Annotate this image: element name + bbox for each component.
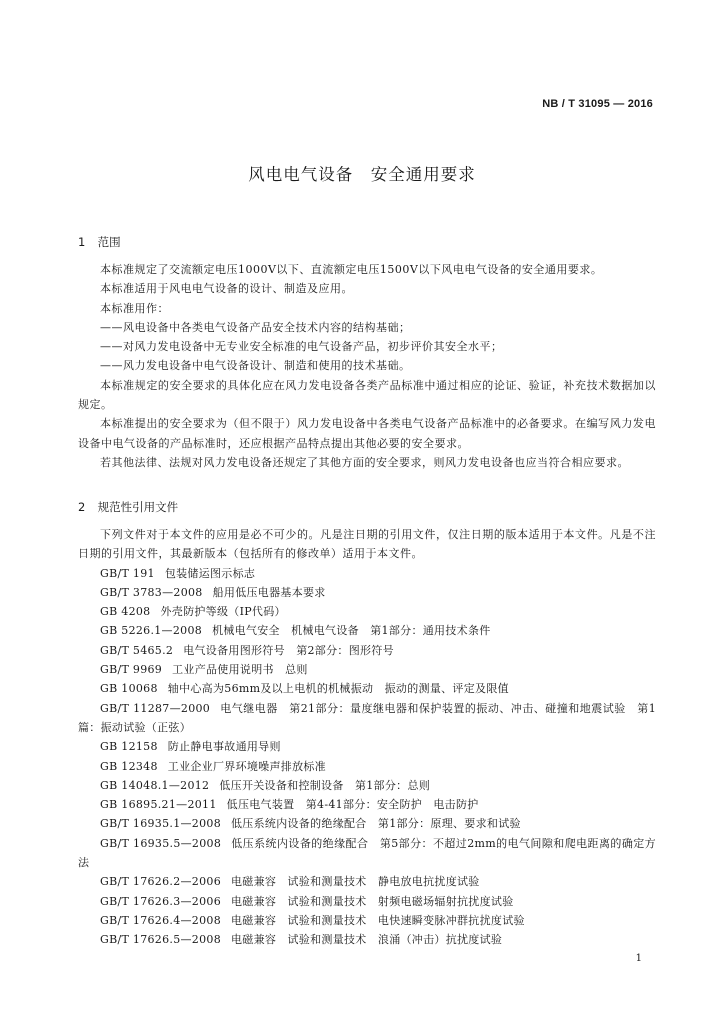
section-normative-references [78, 497, 656, 950]
reference-title: 工业企业厂界环境噪声排放标准 [167, 759, 326, 773]
section-scope [78, 232, 656, 472]
reference-title: 低压系统内设备的绝缘配合 第5部分：不超过2mm的电气间隙和爬电距离的确定方法 [78, 836, 656, 870]
reference-item [78, 564, 656, 583]
reference-code: GB/T 16935.5—2008 [100, 836, 222, 850]
reference-item [78, 834, 656, 873]
reference-item [78, 911, 656, 930]
reference-title: 工业产品使用说明书 总则 [172, 663, 308, 677]
paragraph: 本标准规定了交流额定电压1000V以下、直流额定电压1500V以下风电电气设备的安全通用要求。 [100, 263, 603, 276]
reference-title: 轴中心高为56mm及以上电机的机械振动 振动的测量、评定及限值 [167, 682, 509, 696]
reference-title: 低压电气装置 第4-41部分：安全防护 电击防护 [226, 798, 479, 812]
reference-item [78, 699, 656, 738]
section-heading-scope [78, 232, 656, 252]
reference-item [78, 814, 656, 833]
reference-title: 电磁兼容 试验和测量技术 静电放电抗扰度试验 [231, 875, 480, 889]
reference-code: GB/T 11287—2000 [100, 701, 211, 715]
reference-item [78, 583, 656, 602]
reference-code: GB 14048.1—2012 [100, 778, 210, 792]
reference-code: GB 12348 [100, 759, 158, 773]
page-number: 1 [635, 953, 642, 964]
reference-item [78, 872, 656, 891]
reference-title: 低压开关设备和控制设备 第1部分：总则 [219, 778, 431, 792]
reference-code: GB 16895.21—2011 [100, 798, 217, 812]
reference-code: GB/T 17626.4—2008 [100, 913, 221, 927]
reference-code: GB/T 5465.2 [100, 643, 174, 657]
reference-item [78, 602, 656, 621]
reference-item [78, 679, 656, 698]
paragraph: 本标准规定的安全要求的具体化应在风力发电设备各类产品标准中通过相应的论证、验证，补充技术数据加以规定。 [78, 378, 656, 412]
reference-item [78, 930, 656, 949]
reference-title: 电磁兼容 试验和测量技术 射频电磁场辐射抗扰度试验 [231, 894, 514, 908]
reference-title: 电磁兼容 试验和测量技术 电快速瞬变脉冲群抗扰度试验 [231, 913, 525, 927]
reference-code: GB/T 16935.1—2008 [100, 817, 221, 831]
section-title: 规范性引用文件 [97, 500, 179, 514]
paragraph: 下列文件对于本文件的应用是必不可少的。凡是注日期的引用文件，仅注日期的版本适用于本文件。凡是不注日期的引用文件，其最新版本（包括所有的修改单）适用于本文件。 [78, 528, 656, 561]
reference-code: GB/T 9969 [100, 663, 163, 677]
reference-code: GB/T 17626.5—2008 [100, 933, 221, 947]
reference-title: 包装储运图示标志 [164, 566, 256, 580]
reference-item [78, 892, 656, 911]
reference-code: GB 4208 [100, 605, 151, 619]
reference-code: GB/T 17626.2—2006 [100, 875, 221, 889]
reference-code: GB 12158 [100, 740, 158, 754]
reference-item [78, 641, 656, 660]
reference-item [78, 757, 656, 776]
reference-title: 电气继电器 第21部分：量度继电器和保护装置的振动、冲击、碰撞和地震试验 第1篇：振动试验（正弦） [78, 701, 656, 734]
reference-item [78, 621, 656, 640]
reference-title: 防止静电事故通用导则 [167, 740, 281, 754]
reference-item [78, 776, 656, 795]
section-title: 范围 [97, 235, 121, 249]
reference-code: GB 5226.1—2008 [100, 624, 203, 638]
section-heading-references [78, 497, 656, 517]
dash-item: ——风电设备中各类电气设备产品安全技术内容的结构基础； [100, 320, 411, 334]
reference-item [78, 660, 656, 679]
section-number: 2 [78, 500, 86, 514]
reference-code: GB/T 191 [100, 566, 155, 580]
dash-item: ——风力发电设备中电气设备设计、制造和使用的技术基础。 [100, 359, 411, 373]
reference-title: 电磁兼容 试验和测量技术 浪涌（冲击）抗扰度试验 [231, 933, 503, 947]
reference-item [78, 737, 656, 756]
reference-code: GB/T 3783—2008 [100, 585, 203, 599]
reference-title: 船用低压电器基本要求 [212, 585, 326, 599]
paragraph: 本标准用作： [100, 301, 169, 315]
paragraph: 若其他法律、法规对风力发电设备还规定了其他方面的安全要求，则风力发电设备也应当符合相应要求。 [100, 455, 629, 469]
standard-number: NB / T 31095 — 2016 [542, 98, 653, 110]
reference-item [78, 795, 656, 814]
paragraph: 本标准提出的安全要求为（但不限于）风力发电设备中各类电气设备产品标准中的必备要求。在编写风力发电设备中电气设备的产品标准时，还应根据产品特点提出其他必要的安全要求。 [78, 417, 656, 450]
reference-title: 低压系统内设备的绝缘配合 第1部分：原理、要求和试验 [231, 817, 521, 831]
section-number: 1 [78, 235, 86, 249]
reference-code: GB/T 17626.3—2006 [100, 894, 221, 908]
document-title: 风电电气设备 安全通用要求 [248, 165, 476, 184]
dash-item: ——对风力发电设备中无专业安全标准的电气设备产品，初步评价其安全水平； [100, 340, 503, 354]
paragraph: 本标准适用于风电电气设备的设计、制造及应用。 [100, 282, 353, 296]
reference-code: GB 10068 [100, 682, 158, 696]
reference-title: 电气设备用图形符号 第2部分：图形符号 [183, 643, 394, 657]
reference-title: 外壳防护等级（IP代码） [160, 605, 286, 619]
reference-title: 机械电气安全 机械电气设备 第1部分：通用技术条件 [212, 624, 491, 638]
